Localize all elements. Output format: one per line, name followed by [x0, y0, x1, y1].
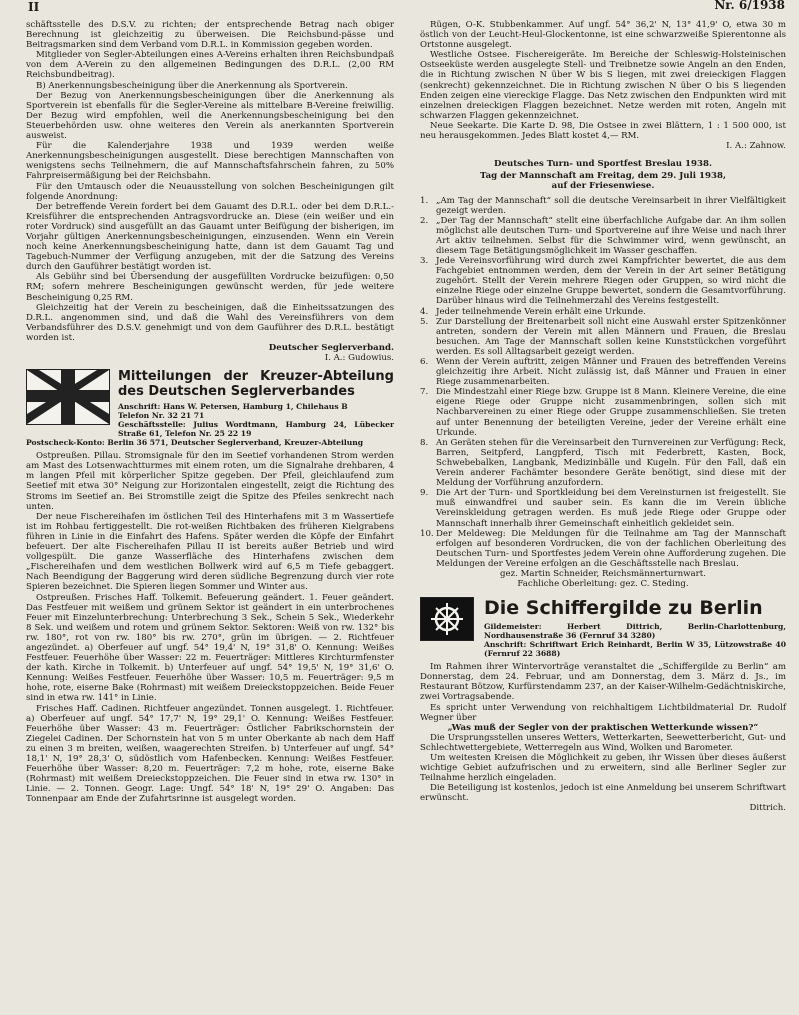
list-item: 7. Die Mindestzahl einer Riege bzw. Gruppe ist 8 Mann. Kleinere Vereine, die eine eigene Riege oder Gruppe nicht zusammenbringen, sollen sich mit Nachbarvereinen zu einer Riege oder Gruppe zusammenschließen. Sie treten auf unter Benennung der beteiligten Vereine, jeder der Vereine erhält eine Urkunde. — [420, 387, 786, 438]
right-paragraph-4: Im Rahmen ihrer Wintervorträge veranstaltet die „Schiffergilde zu Berlin“ am Donnerstag, dem 24. Februar, und am Donnerstag, dem 3. März d. Js., im Restaurant Bötzow, Kurfürstendamm 237, an der Kaiser-Wilhelm-Gedächtniskirche, zwei Vortragsabende. — [420, 662, 786, 703]
left-paragraph-9: Gleichzeitig hat der Verein zu bescheinigen, daß die Einheitssatzungen des D.R.L. angenommen sind, und daß die Wahl des Vereinsführers von dem Verbandsführer des D.S.V. genehmigt und von dem Gauführer des D.R.L. bestätigt worden ist. — [26, 302, 394, 343]
list-item: 9. Die Art der Turn- und Sportkleidung bei dem Vereinsturnen ist freigestellt. Sie muß einwandfrei und sauber sein. Es kann die im Verein übliche Vereinskleidung getragen werden. Es muß jede Riege oder Gruppe oder Mannschaft innerhalb ihrer Gemeinschaft einheitlich gekleidet sein. — [420, 488, 786, 529]
list-item: 10. Der Meldeweg: Die Meldungen für die Teilnahme am Tag der Mannschaft erfolgen auf besonderen Vordrucken, die von der fachlichen Oberleitung des Deutschen Turn- und Sportfestes jedem Verein ohne Aufforderung zugehen. Die Meldungen der Vereine erfolgen an die Geschäftsstelle nach Breslau. — [420, 528, 786, 569]
list-item: 6. Wenn der Verein auftritt, zeigen Männer und Frauen des betreffenden Vereins gleichzeitig ihre Arbeit. Nicht zulässig ist, daß Männer und Frauen in einer Riege zusammenarbeiten. — [420, 357, 786, 388]
signature-gudowius: I. A.: Gudowius. — [324, 353, 394, 364]
list-item: 3. Jede Vereinsvorführung wird durch zwei Kampfrichter bewertet, die aus dem Fachgebiet entnommen werden, dem der Verein in der Art seiner Betätigung zugehört. Stellt der Verein mehrere Riegen oder Gruppen, so wird nicht die einzelne Riege oder einzelne Gruppe bewertet, sondern die Gesamtvorführung. Darüber hinaus wird die Teilnehmerzahl des Vereins festgestellt. — [420, 256, 786, 307]
right-paragraph-5: Es spricht unter Verwendung von reichhaltigem Lichtbildmaterial Dr. Rudolf Wegner über — [420, 702, 786, 723]
kreuzer-phone: Telefon Nr. 32 21 71 — [118, 411, 205, 421]
pennant-flag-icon — [26, 369, 110, 425]
kreuzer-abteilung-title: Mitteilungen der Kreuzer-Abteilung des Deutschen Seglerverbandes — [118, 369, 394, 400]
signature-steding: Fachliche Oberleitung: gez. C. Steding. — [517, 579, 689, 590]
signature-dittrich: Dittrich. — [749, 803, 786, 814]
right-paragraph-1: Rügen, O-K. Stubbenkammer. Auf ungf. 54° 36,2' N, 13° 41,9' O, etwa 30 m östlich von der Leucht-Heul-Glockentonne, ist eine schwarzweiße Spierentonne als Ortstonne ausgelegt. — [420, 20, 786, 51]
kreuzer-postscheck: Postscheck-Konto: Berlin 36 571, Deutscher Seglerverband, Kreuzer-Abteilung — [26, 438, 364, 448]
signature-zahnow: I. A.: Zahnow. — [726, 141, 786, 152]
issue-number: Nr. 6/1938 — [714, 0, 785, 12]
turnfest-heading-2: Tag der Mannschaft am Freitag, dem 29. Juli 1938, — [480, 171, 726, 182]
right-paragraph-3: Neue Seekarte. Die Karte D. 98, Die Ostsee in zwei Blättern, 1 : 1 500 000, ist neu herausgekommen. Jedes Blatt kostet 4,— RM. — [420, 120, 786, 142]
schriftwart-line: Anschrift: Schriftwart Erich Reinhardt, Berlin W 35, Lützowstraße 40 (Fernruf 22 3688) — [484, 640, 786, 659]
left-paragraph-10: Ostpreußen. Pillau. Stromsignale für den im Seetief vorhandenen Strom werden am Mast des Lotsenwachtturmes mit einem roten, um die Signalrahe drehbaren, 4 m langen Pfeil mit körperlicher Spitze gegeben. Der Pfeil, gleichlaufend zum Seetief mit etwa 30° Neigung zur Horizontalen eingestellt, zeigt die Richtung des Stroms im Seetief an. Bei Stromstille zeigt die Spitze des Pfeiles senkrecht nach unten. — [26, 451, 394, 512]
left-paragraph-6: Für den Umtausch oder die Neuausstellung von solchen Bescheinigungen gilt folgende Anordnung: — [26, 181, 394, 202]
signature-schneider: gez. Martin Schneider, Reichsmännerturnwart. — [500, 568, 706, 579]
turnfest-list — [420, 196, 786, 569]
gildemeister-line: Gildemeister: Herbert Dittrich, Berlin-Charlottenburg, Nordhausenstraße 36 (Fernruf 34 3280) — [484, 622, 786, 641]
lecture-title: „Was muß der Segler von der praktischen Wetterkunde wissen?“ — [447, 722, 759, 733]
right-paragraph-7: Die Ursprungsstellen unseres Wetters, Wetterkarten, Seewetterbericht, Gut- und Schlechtwettergebiete, Wetterregeln aus Wind, Wolken und Barometer. — [420, 732, 786, 753]
right-paragraph-2: Westliche Ostsee. Fischereigeräte. Im Bereiche der Schleswig-Holsteinischen Ostseeküste werden ausgelegte Stell- und Treibnetze sowie Angeln an den Enden, die in Richtung zwischen N über W bis S liegen, mit zwei dreieckigen Flaggen (senkrecht) gekennzeichnet. Die in Richtung zwischen N über O bis S liegenden Enden zeigen eine viereckige Flagge. Das Netz zwischen den Endpunkten wird mit einzelnen dreieckigen Flaggen bezeichnet. Netze werden mit roten, Angeln mit schwarzen Flaggen gekennzeichnet. — [420, 50, 786, 121]
list-item: 8. An Geräten stehen für die Vereinsarbeit den Turnvereinen zur Verfügung: Reck, Barren, Seitpferd, Langpferd, Tisch mit Federbrett, Kasten, Bock, Schwebebalken, Langbank, Medizinbälle und Kugeln. Für den Fall, daß ein Verein anderer Fachämter besondere Geräte benötigt, sind diese mit der Meldung der Vorführung anzufordern. — [420, 437, 786, 489]
page-number: II — [28, 0, 40, 14]
right-paragraph-9: Die Beteiligung ist kostenlos, jedoch ist eine Anmeldung bei unserem Schriftwart erwünscht. — [420, 783, 786, 804]
left-paragraph-8: Als Gebühr sind bei Übersendung der ausgefüllten Vordrucke beizufügen: 0,50 RM; sofern mehrere Bescheinigungen gewünscht werden, für jede weitere Bescheinigung 0,25 RM. — [26, 272, 394, 303]
list-item: 4. Jeder teilnehmende Verein erhält eine Urkunde. — [420, 306, 646, 317]
kreuzer-address: Anschrift: Hans W. Petersen, Hamburg 1, Chilehaus B — [118, 402, 348, 412]
schiffergilde-title: Die Schiffergilde zu Berlin — [484, 597, 763, 620]
list-item: 2. „Der Tag der Mannschaft“ stellt eine überfachliche Aufgabe dar. An ihm sollen möglichst alle deutschen Turn- und Sportvereine auf ihre Weise und nach ihrer Art aktiv teilnehmen. Selbst für die Schwimmer wird, wenn gewünscht, an diesem Tage Betätigungsmöglichkeit im Wasser geschaffen. — [420, 215, 786, 256]
left-paragraph-3: B) Anerkennungsbescheinigung über die Anerkennung als Sportverein. — [36, 80, 348, 91]
left-paragraph-7: Der betreffende Verein fordert bei dem Gauamt des D.R.L. oder bei dem D.R.L.-Kreisführer die entsprechenden Antragsvordrucke an. Diese (ein weißer und ein roter Vordruck) sind ausgefüllt an das Gauamt unter Beifügung der bisherigen, im Vorjahr gültigen Anerkennungsbescheinigungen, einzusenden. Wenn ein Verein noch keine Anerkennungsbescheinigung hatte, dann ist dem Gauamt Tag und Tagebuch-Nummer der Verfügung anzugeben, mit der die Satzung des Vereins durch den Gauführer bestätigt worden ist. — [26, 201, 394, 273]
schiffergilde-box — [420, 597, 786, 658]
left-paragraph-11: Der neue Fischereihafen im östlichen Teil des Hinterhafens mit 3 m Wassertiefe ist im Rohbau fertiggestellt. Die rot-weißen Richtbaken des früheren Kielgrabens führen in Linie in die Einfahrt des Hafens. Später werden die Köpfe der Einfahrt befeuert. Der alte Fischereihafen Pillau II ist bereits außer Betrieb und wird vollgespült. Die ganze Wasserfläche des Hinterhafens zwischen dem „Fischereihafen und dem westlichen Bollwerk wird auf 6,5 m Tiefe gebaggert. Nach Beendigung der Baggerung wird deren südliche Begrenzung durch vier rote Spieren bezeichnet. Die Spieren liegen Sommer und Winter aus. — [26, 511, 394, 593]
right-column — [420, 20, 786, 814]
left-paragraph-1: schäftsstelle des D.S.V. zu richten; der entsprechende Betrag nach obiger Berechnung ist gleichzeitig zu überweisen. Die Reichsbund-pässe und Beitragsmarken sind dem Verband vom D.R.L. in Kommission gegeben worden. — [26, 20, 394, 51]
turnfest-heading-3: auf der Friesenwiese. — [551, 181, 655, 192]
signature-verband: Deutscher Seglerverband. — [268, 343, 394, 353]
ships-wheel-icon — [420, 597, 474, 641]
left-paragraph-4: Der Bezug von Anerkennungsbescheinigungen über die Anerkennung als Sportverein ist ebenfalls für die Segler-Vereine als mittelbare B-Vereine freiwillig. Der Bezug wird empfohlen, weil die Anerkennungsbescheinigung bei den Steuerbehörden usw. ohne weiteres den Verein als anerkannten Sportverein ausweist. — [26, 90, 394, 142]
turnfest-heading-1: Deutsches Turn- und Sportfest Breslau 1938. — [494, 159, 712, 170]
list-item: 1. „Am Tag der Mannschaft“ soll die deutsche Vereinsarbeit in ihrer Vielfältigkeit gezeigt werden. — [420, 195, 786, 216]
kreuzer-abteilung-box — [26, 369, 394, 447]
left-column — [26, 20, 394, 804]
list-item: 5. Zur Darstellung der Breitenarbeit soll nicht eine Auswahl erster Spitzenkönner antreten, sondern der Verein mit allen Männern und Frauen, die Breslau besuchen. Am Tage der Mannschaft sollen keine Kunststückchen vorgeführt werden. Es soll Alltagsarbeit gezeigt werden. — [420, 316, 786, 357]
kreuzer-office: Geschäftsstelle: Julius Wordtmann, Hamburg 24, Lübecker Straße 61, Telefon Nr. 25 22 19 — [118, 420, 394, 439]
right-paragraph-8: Um weitesten Kreisen die Möglichkeit zu geben, ihr Wissen über dieses äußerst wichtige Gebiet aufzufrischen und zu erweitern, sind alle Berliner Segler zur Teilnahme herzlich eingeladen. — [420, 753, 786, 784]
left-paragraph-12: Ostpreußen. Frisches Haff. Tolkemit. Befeuerung geändert. 1. Feuer geändert. Das Festfeuer mit weißem und grünem Sektor ist geändert in ein unterbrochenes Feuer mit Einzelunterbrechung: Unterbrechung 3 Sek., Schein 5 Sek., Wiederkehr 8 Sek. und weißem und rotem und grünem Sektor. Sektoren: Weiß von rw. 132° bis rw. 180°, rot von rw. 180° bis rw. 270°, grün im übrigen. — 2. Richtfeuer angezündet. a) Oberfeuer auf ungf. 54° 19,4' N, 19° 31,8' O. Kennung: Weißes Festfeuer. Feuerhöhe über Wasser: 22 m. Feuerträger: Mittleres Kirchturmfenster der kath. Kirche in Tolkemit. b) Unterfeuer auf ungf. 54° 19,5' N, 19° 31,6' O. Kennung: Weißes Festfeuer. Feuerhöhe über Wasser: 10,5 m. Feuerträger: 9,5 m hohe, rote, eiserne Bake (Rohrmast) mit weißem Dreieckstoppzeichen. Beide Feuer sind in etwa rw. 141° in Linie. — [26, 592, 394, 704]
left-paragraph-2: Mitglieder von Segler-Abteilungen eines A-Vereins erhalten ihren Reichsbundpaß von dem A-Verein zu den allgemeinen Bedingungen des D.R.L. (2,00 RM Reichsbundbeitrag). — [26, 50, 394, 81]
left-paragraph-5: Für die Kalenderjahre 1938 und 1939 werden weiße Anerkennungsbescheinigungen ausgestellt. Diese berechtigen Mannschaften von wenigstens sechs Teilnehmern, die auf Mannschaftsfahrschein fahren, zu 50% Fahrpreisermäßigung bei der Reichsbahn. — [26, 141, 394, 182]
left-paragraph-13: Frisches Haff. Cadinen. Richtfeuer angezündet. Tonnen ausgelegt. 1. Richtfeuer. a) Oberfeuer auf ungf. 54° 17,7' N, 19° 29,1' O. Kennung: Weißes Festfeuer. Feuerhöhe über Wasser: 43 m. Feuerträger: Östlicher Fabrikschornstein der Ziegelei Cadinen. Der Schornstein hat von 5 m unter Oberkante ab nach dem Haff zu einen 3 m breiten, weißen, waagerechten Streifen. b) Unterfeuer auf ungf. 54° 18,1' N, 19° 28,3' O, südöstlich vom Hafenbecken. Kennung: Weißes Festfeuer. Feuerhöhe über Wasser: 8,20 m. Feuerträger: 7,2 m hohe, rote, eiserne Bake (Rohrmast) mit weißem Dreieckstoppzeichen. Die Feuer sind in etwa rw. 130° in Linie. — 2. Tonnen. Geogr. Lage: Ungf. 54° 18' N, 19° 29' O. Angaben: Das Tonnenpaar am Ende der Zufahrtsrinne ist ausgelegt worden. — [26, 703, 394, 805]
